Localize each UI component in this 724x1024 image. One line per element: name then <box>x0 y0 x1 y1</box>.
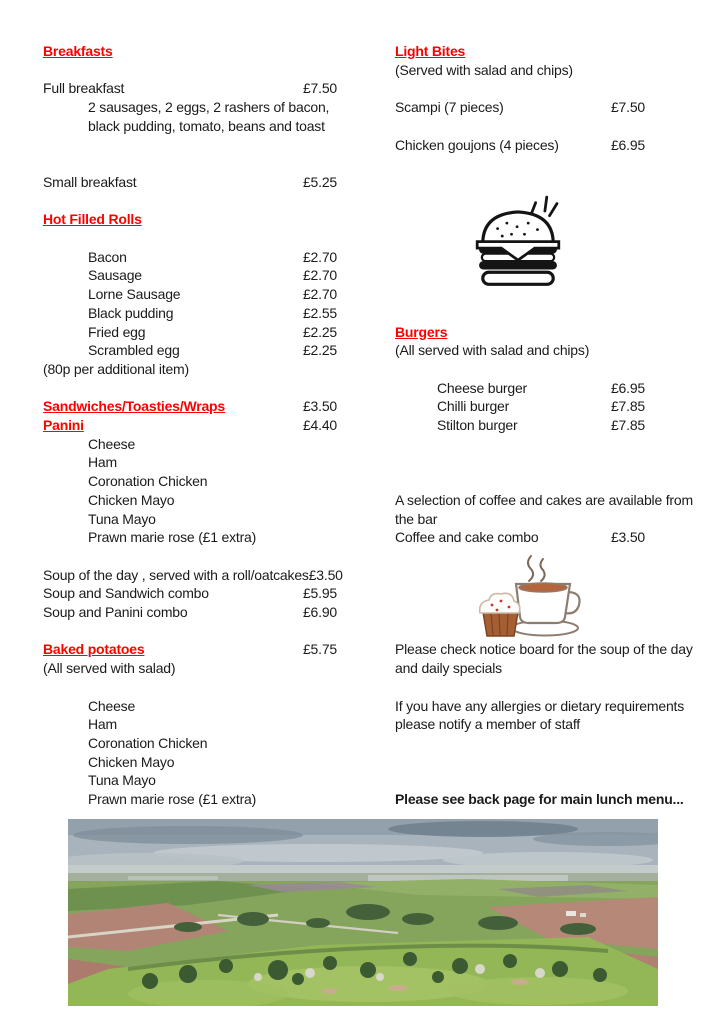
item-name: Lorne Sausage <box>88 286 181 303</box>
item-name: Chicken goujons (4 pieces) <box>395 136 559 153</box>
allergy-notice-text: If you have any allergies or dietary requirements <box>395 697 685 714</box>
filling-option: Prawn marie rose (£1 extra) <box>88 529 257 546</box>
section-title-burgers: Burgers <box>395 323 448 340</box>
item-price: £2.25 <box>302 323 337 340</box>
filling-option: Coronation Chicken <box>88 473 208 490</box>
filling-option: Coronation Chicken <box>88 734 208 751</box>
section-title-light-bites: Light Bites <box>395 43 466 59</box>
filling-option: Ham <box>88 716 117 733</box>
menu-item-row <box>43 304 337 323</box>
filling-option: Cheese <box>88 435 136 452</box>
section-note: (Served with salad and chips) <box>395 61 573 78</box>
item-price: £6.90 <box>302 604 337 620</box>
item-name: Cheese burger <box>437 379 528 396</box>
filling-option: Tuna Mayo <box>88 510 156 527</box>
item-name: Scrambled egg <box>88 342 180 359</box>
item-name: Stilton burger <box>437 417 518 433</box>
menu-item-row <box>43 341 337 360</box>
item-price: £4.40 <box>302 417 337 433</box>
menu-item-row <box>43 323 337 342</box>
notice-board-text: and daily specials <box>395 660 502 677</box>
section-note: (80p per additional item) <box>43 360 189 377</box>
section-note: (All served with salad and chips) <box>395 342 590 359</box>
coffee-cakes-text: the bar <box>395 510 438 527</box>
item-price: £5.75 <box>302 641 337 658</box>
menu-item-row <box>43 603 337 622</box>
item-price: £6.95 <box>610 379 645 396</box>
menu-item-row <box>395 136 645 155</box>
menu-item-row <box>395 397 645 416</box>
section-title-baked-potatoes: Baked potatoes <box>43 641 145 658</box>
menu-item-row <box>43 285 337 304</box>
item-description: black pudding, tomato, beans and toast <box>88 117 325 134</box>
menu-item-row <box>43 397 337 416</box>
menu-item-row <box>43 584 337 603</box>
item-price: £2.70 <box>302 267 337 284</box>
menu-item-row <box>395 379 645 398</box>
item-price: £7.50 <box>610 99 645 116</box>
menu-item-row <box>43 416 337 435</box>
item-price: £7.85 <box>610 398 645 415</box>
item-price: £7.50 <box>302 80 337 97</box>
menu-item-row <box>43 566 343 585</box>
filling-option: Chicken Mayo <box>88 491 175 508</box>
notice-board-text: Please check notice board for the soup of the day <box>395 641 693 658</box>
item-price: £2.55 <box>302 304 337 321</box>
item-name: Soup and Panini combo <box>43 604 188 620</box>
menu-item-row <box>43 266 337 285</box>
item-name: Fried egg <box>88 323 146 340</box>
item-price: £6.95 <box>610 136 645 153</box>
filling-option: Cheese <box>88 697 136 714</box>
menu-item-row <box>43 248 337 267</box>
item-description: 2 sausages, 2 eggs, 2 rashers of bacon, <box>88 99 330 116</box>
item-price: £3.50 <box>302 398 337 415</box>
item-name: Bacon <box>88 248 127 265</box>
menu-item-row <box>43 79 337 98</box>
aerial-countryside-photo <box>68 819 658 1006</box>
filling-option: Ham <box>88 454 117 471</box>
section-title-breakfasts: Breakfasts <box>43 43 113 59</box>
item-price: £3.50 <box>308 566 343 583</box>
menu-item-row <box>43 640 337 659</box>
item-price: £3.50 <box>610 529 645 546</box>
item-name: Soup of the day , served with a roll/oatcakes <box>43 566 309 583</box>
item-name: Full breakfast <box>43 80 125 97</box>
item-price: £2.70 <box>302 286 337 303</box>
item-name: Chilli burger <box>437 398 510 415</box>
section-title-sandwiches: Sandwiches/Toasties/Wraps <box>43 398 225 415</box>
item-price: £7.85 <box>610 417 645 433</box>
item-price: £2.25 <box>302 342 337 359</box>
back-page-note: Please see back page for main lunch menu... <box>395 791 684 807</box>
item-price: £5.25 <box>302 173 337 190</box>
filling-option: Chicken Mayo <box>88 753 175 770</box>
item-price: £2.70 <box>302 248 337 265</box>
item-name: Soup and Sandwich combo <box>43 585 209 602</box>
section-title-hot-filled-rolls: Hot Filled Rolls <box>43 211 142 228</box>
menu-item-row <box>395 528 645 547</box>
filling-option: Tuna Mayo <box>88 772 156 789</box>
item-name: Scampi (7 pieces) <box>395 99 504 116</box>
item-name: Small breakfast <box>43 173 137 190</box>
item-name: Sausage <box>88 267 142 284</box>
menu-item-row <box>43 173 337 192</box>
section-note: (All served with salad) <box>43 660 176 677</box>
item-price: £5.95 <box>302 585 337 602</box>
section-title-panini: Panini <box>43 417 84 433</box>
burger-icon <box>462 186 574 288</box>
allergy-notice-text: please notify a member of staff <box>395 716 580 733</box>
menu-item-row <box>395 98 645 117</box>
coffee-and-cake-icon <box>468 550 583 642</box>
menu-item-row <box>395 416 645 435</box>
item-name: Black pudding <box>88 304 174 321</box>
filling-option: Prawn marie rose (£1 extra) <box>88 791 257 807</box>
coffee-cakes-text: A selection of coffee and cakes are available from <box>395 491 693 508</box>
item-name: Coffee and cake combo <box>395 529 539 546</box>
